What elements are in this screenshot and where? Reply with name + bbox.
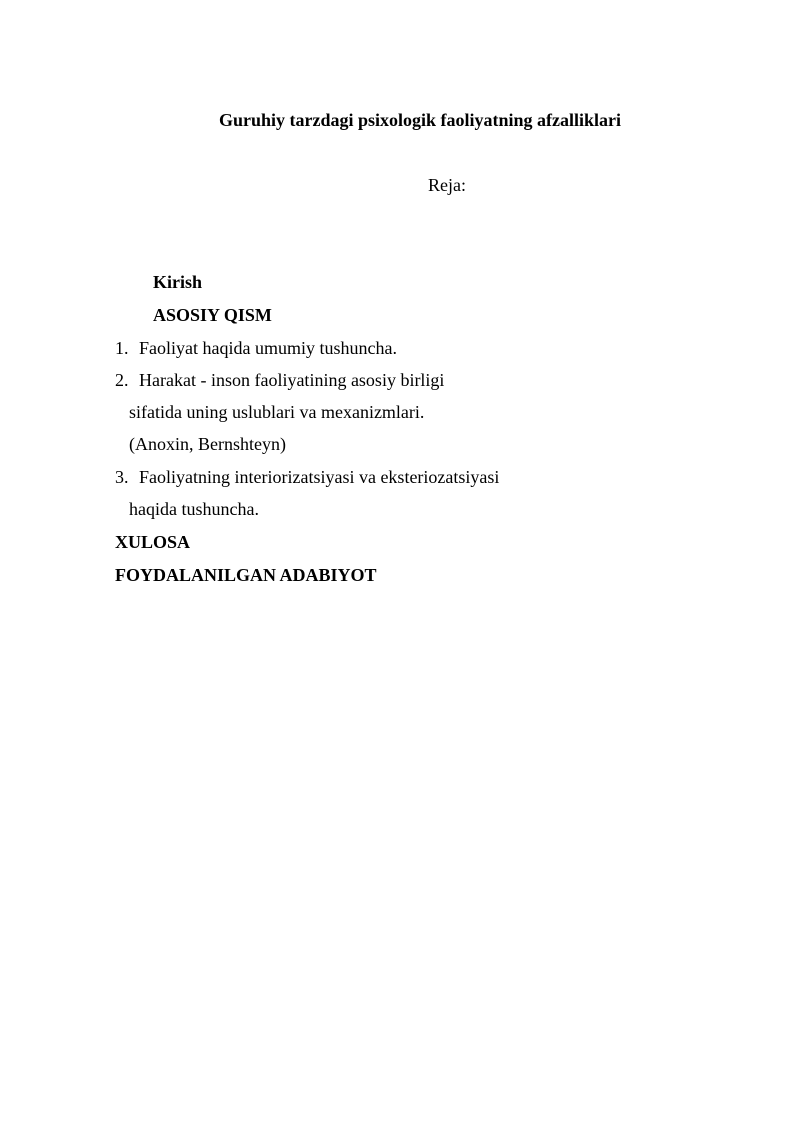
document-title: Guruhiy tarzdagi psixologik faoliyatning afzalliklari	[218, 110, 622, 130]
plan-item-number: 2.	[115, 370, 129, 390]
section-main: ASOSIY QISM	[153, 305, 272, 325]
plan-item-number: 3.	[115, 467, 129, 487]
plan-item-2-continuation: (Anoxin, Bernshteyn)	[129, 434, 286, 454]
plan-item-text: Harakat - inson faoliyatining asosiy birligi	[139, 370, 445, 390]
plan-item-2-continuation: sifatida uning uslublari va mexanizmlari.	[129, 402, 425, 422]
plan-item-3-continuation: haqida tushuncha.	[129, 499, 259, 519]
section-references: FOYDALANILGAN ADABIYOT	[115, 565, 377, 585]
plan-item-2	[115, 369, 444, 391]
plan-item-3	[115, 466, 499, 488]
plan-item-text: Faoliyat haqida umumiy tushuncha.	[139, 338, 397, 358]
section-intro: Kirish	[153, 272, 203, 292]
plan-label: Reja:	[428, 175, 466, 195]
plan-item-number: 1.	[115, 338, 129, 358]
plan-item-text: Faoliyatning interiorizatsiyasi va eksteriozatsiyasi	[139, 467, 500, 487]
plan-item-1	[115, 337, 397, 359]
section-conclusion: XULOSA	[115, 532, 191, 552]
